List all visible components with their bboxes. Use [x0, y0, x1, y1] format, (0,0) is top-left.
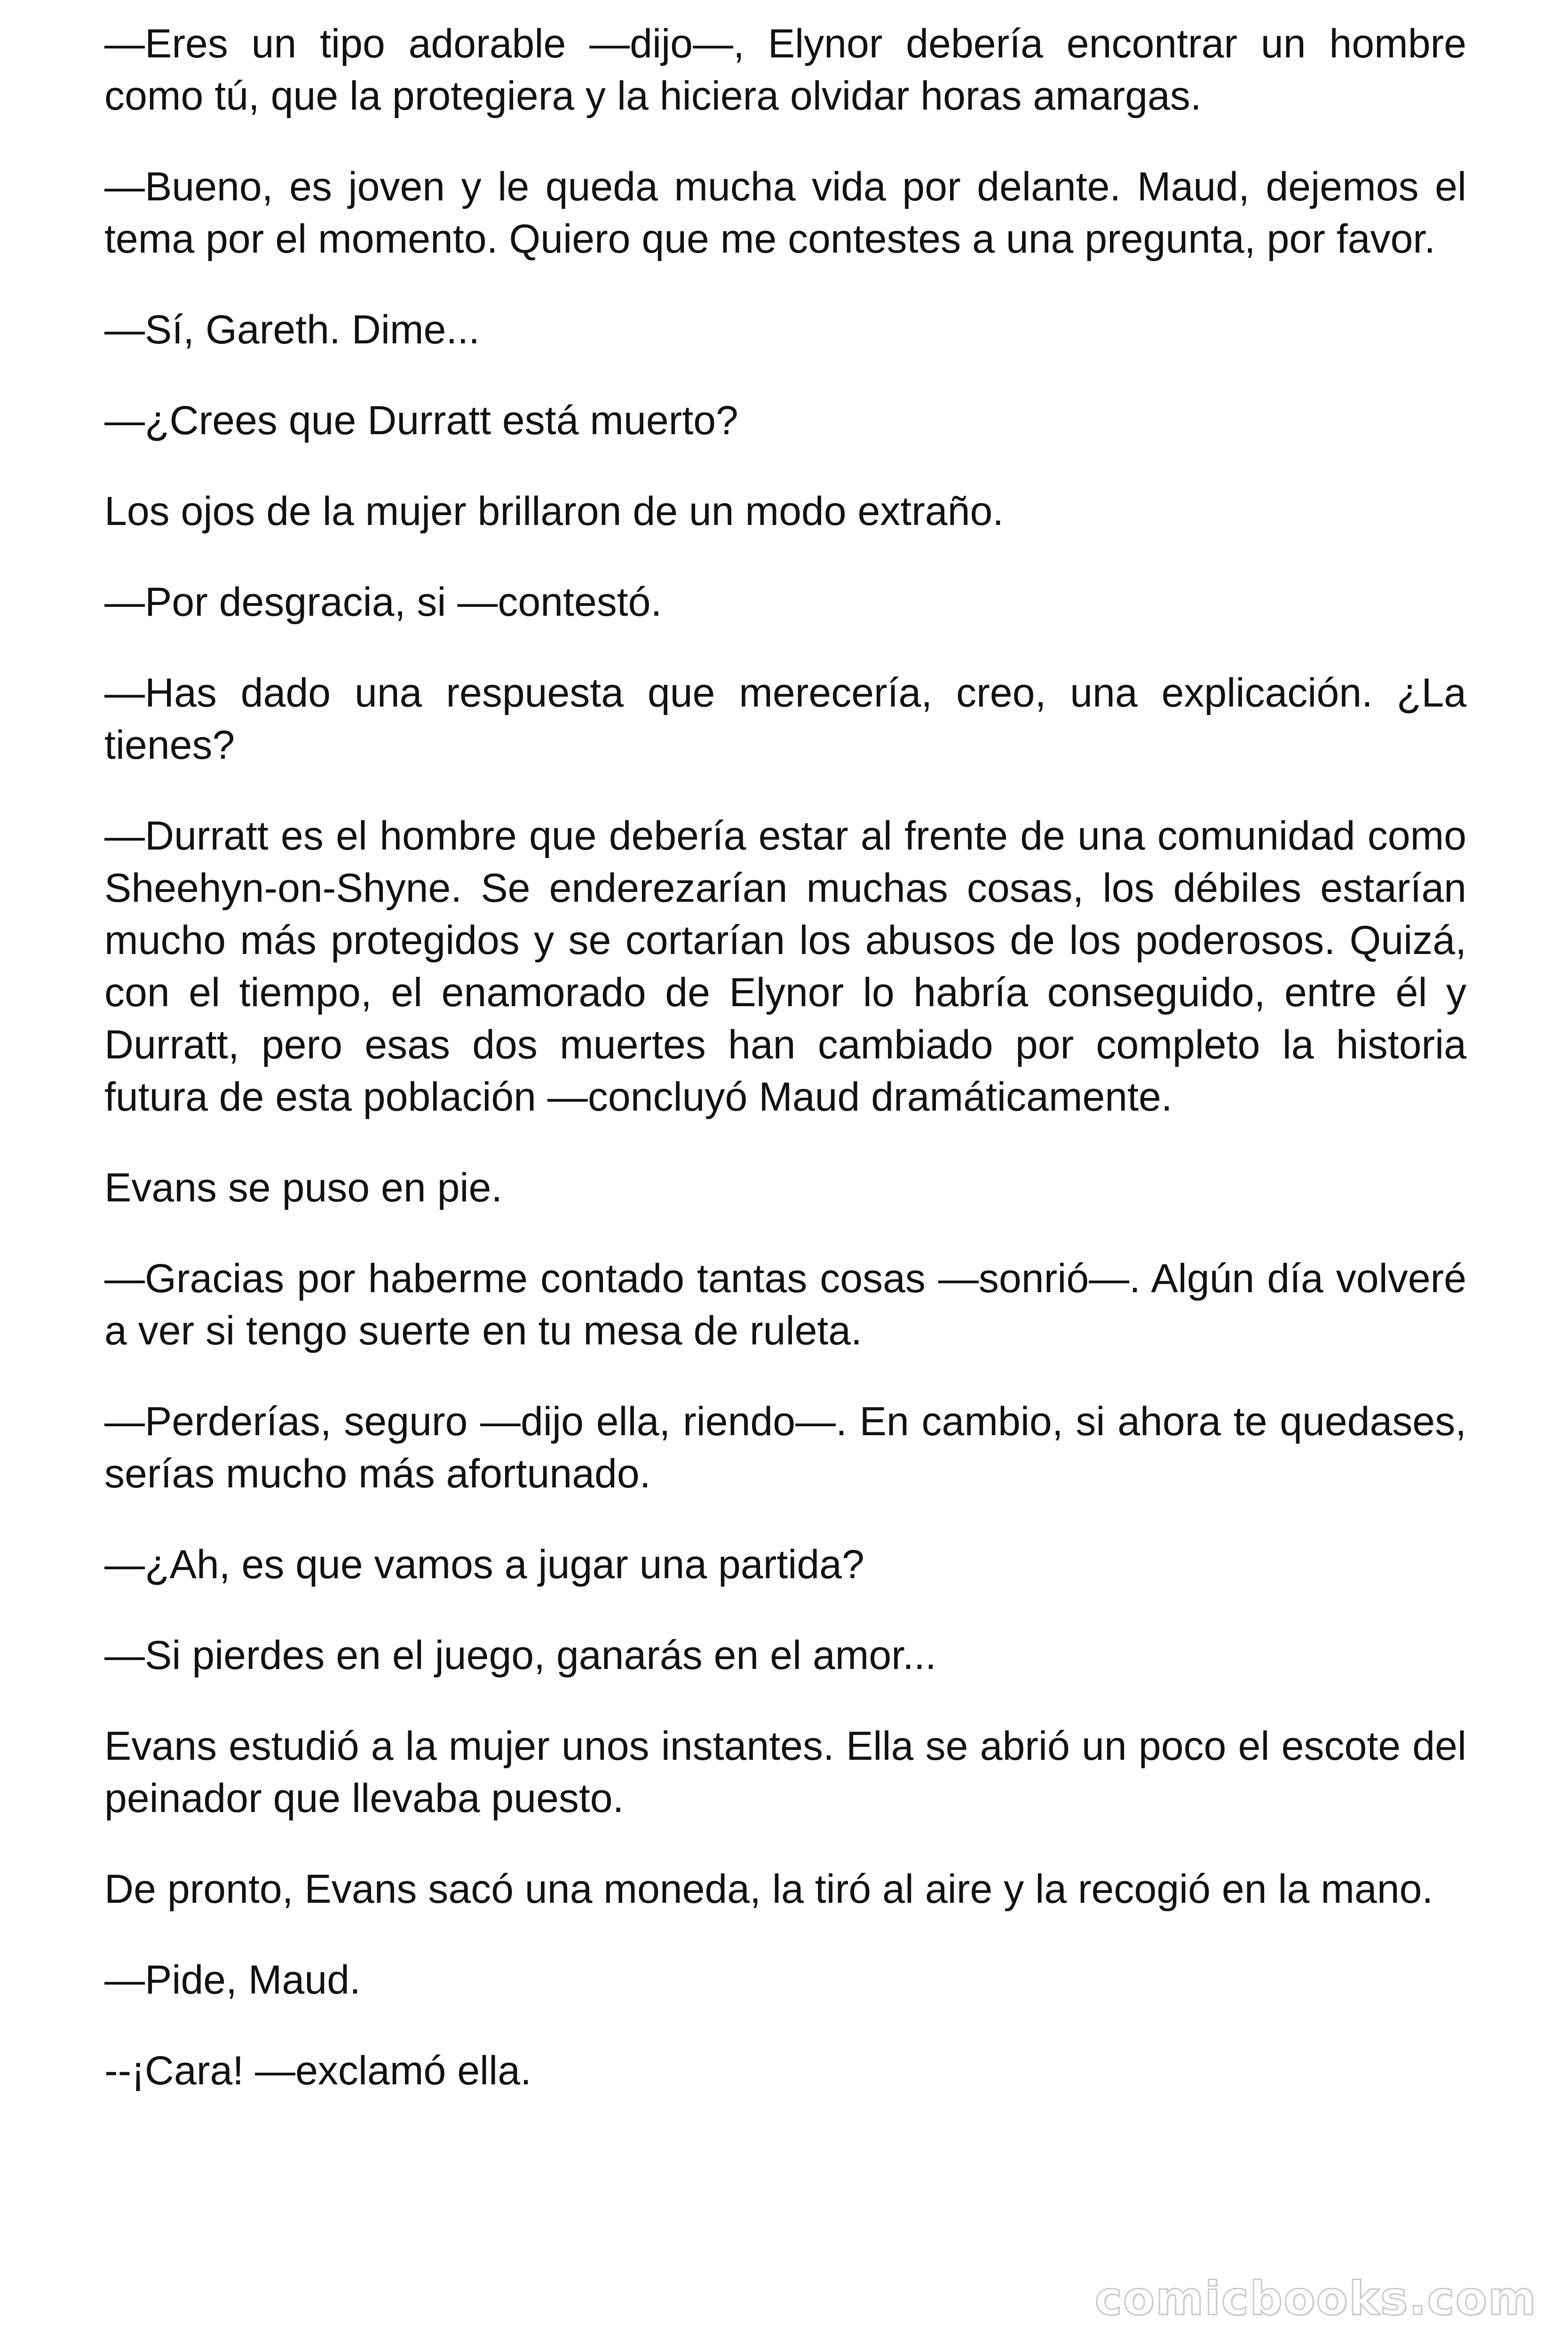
page-body: [104, 18, 1466, 2097]
paragraph: Evans se puso en pie.: [104, 1165, 503, 1210]
paragraph: —Sí, Gareth. Dime...: [104, 307, 480, 352]
paragraph: —Durratt es el hombre que debería estar al frente de una comunidad como Sheehyn-on-Shyne. Se enderezarían muchas cosas, los débiles estarían mucho más protegidos y se cortarían los abusos de los poderosos. Quizá, con el tiempo, el enamorado de Elynor lo habría conseguido, entre él y Durratt, pero esas dos muertes han cambiado por completo la historia futura de esta población —concluyó Maud dramáticamente.: [104, 813, 1466, 1120]
paragraph: —Por desgracia, si —contestó.: [104, 580, 662, 625]
paragraph: --¡Cara! —exclamó ella.: [104, 2048, 531, 2093]
paragraph: —Eres un tipo adorable —dijo—, Elynor debería encontrar un hombre como tú, que la protegiera y la hiciera olvidar horas amargas.: [104, 21, 1466, 119]
paragraph: —Perderías, seguro —dijo ella, riendo—. En cambio, si ahora te quedases, serías mucho más afortunado.: [104, 1399, 1466, 1496]
paragraph: —Gracias por haberme contado tantas cosas —sonrió—. Algún día volveré a ver si tengo suerte en tu mesa de ruleta.: [104, 1256, 1466, 1353]
paragraph: —Si pierdes en el juego, ganarás en el amor...: [104, 1633, 936, 1678]
paragraph: —Has dado una respuesta que merecería, creo, una explicación. ¿La tienes?: [104, 670, 1466, 768]
paragraph: —Bueno, es joven y le queda mucha vida por delante. Maud, dejemos el tema por el momento. Quiero que me contestes a una pregunta, por favor.: [104, 164, 1466, 262]
watermark: comicbooks.com: [1094, 2272, 1537, 2326]
paragraph: —Pide, Maud.: [104, 1957, 361, 2002]
paragraph: De pronto, Evans sacó una moneda, la tiró al aire y la recogió en la mano.: [104, 1867, 1433, 1912]
paragraph: Los ojos de la mujer brillaron de un modo extraño.: [104, 489, 1004, 534]
paragraph: —¿Ah, es que vamos a jugar una partida?: [104, 1542, 864, 1587]
paragraph: —¿Crees que Durratt está muerto?: [104, 398, 738, 443]
paragraph: Evans estudió a la mujer unos instantes. Ella se abrió un poco el escote del peinador que llevaba puesto.: [104, 1724, 1466, 1821]
